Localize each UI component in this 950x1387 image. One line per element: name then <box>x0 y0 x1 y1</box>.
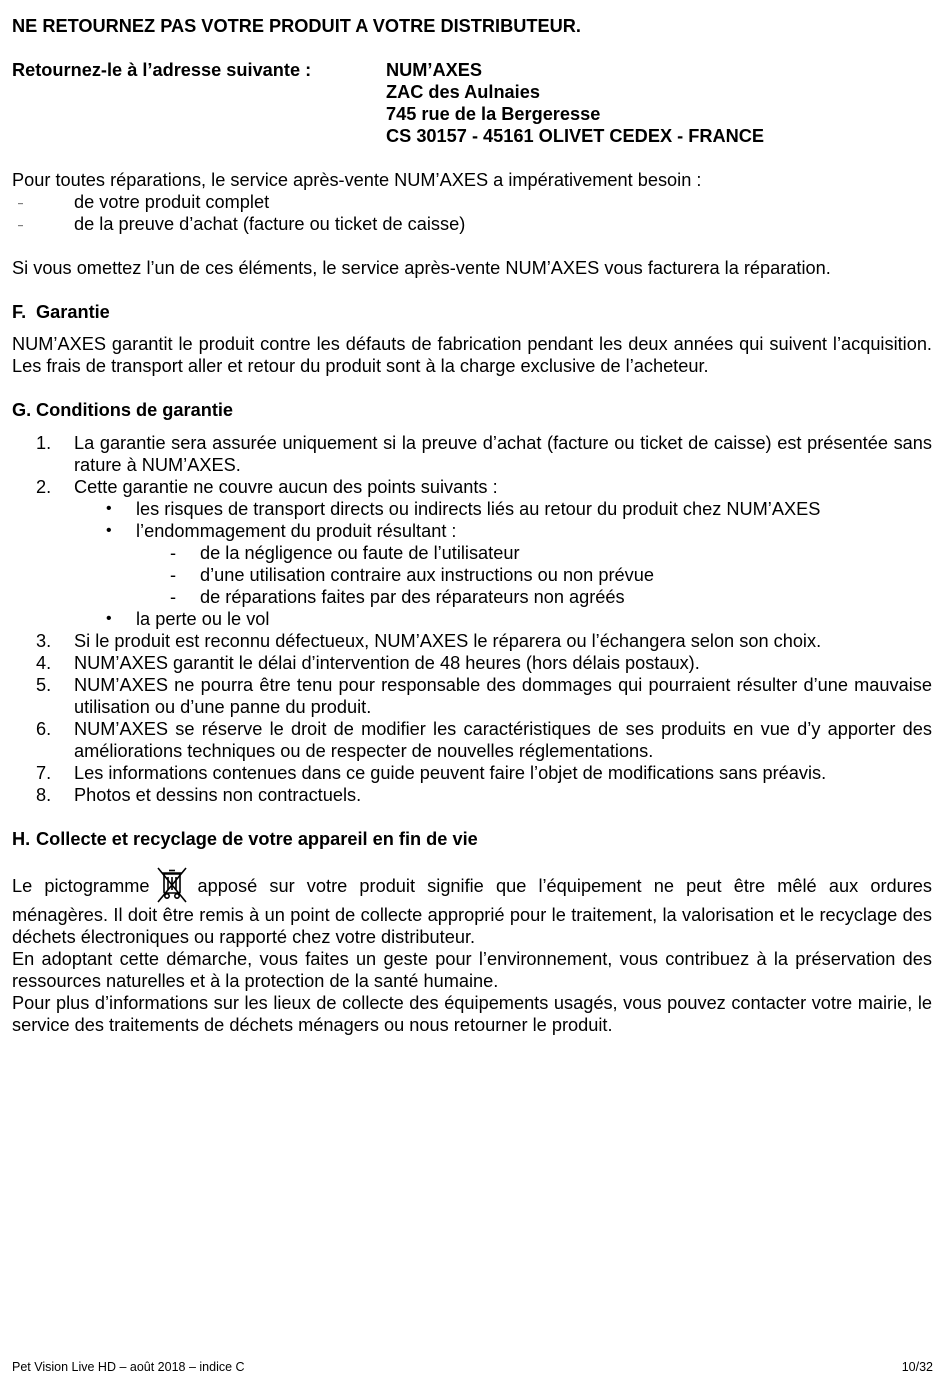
repair-intro: Pour toutes réparations, le service après-vente NUM’AXES a impérativement besoin : <box>12 170 702 190</box>
item-number: 2. <box>36 477 52 497</box>
information-paragraph: Pour plus d’informations sur les lieux de collecte des équipements usagés, vous pouvez contacter votre mairie, le service des traitements de déchets ménagers ou nous retourner le produit. <box>12 993 932 1035</box>
list-item <box>12 762 932 784</box>
list-item <box>12 630 932 652</box>
list-item <box>12 213 932 235</box>
item-text: NUM’AXES se réserve le droit de modifier les caractéristiques de ses produits en vue d’y apporter des améliorations techniques ou de respecter de nouvelles réglementations. <box>74 719 932 761</box>
item-text: Si le produit est reconnu défectueux, NUM’AXES le réparera ou l’échangera selon son choix. <box>74 631 822 651</box>
dash-marker: – <box>18 198 24 208</box>
environment-paragraph: En adoptant cette démarche, vous faites un geste pour l’environnement, vous contribuez à la préservation des ressources naturelles et à la protection de la santé humaine. <box>12 949 932 991</box>
item-number: 3. <box>36 631 52 651</box>
section-f-heading <box>12 301 932 323</box>
omission-note: Si vous omettez l’un de ces éléments, le service après-vente NUM’AXES vous facturera la réparation. <box>12 258 831 278</box>
dash-marker: - <box>170 543 177 563</box>
list-item <box>74 520 932 608</box>
item-number: 5. <box>36 675 52 695</box>
warranty-conditions-list <box>12 432 932 806</box>
address-line: CS 30157 - 45161 OLIVET CEDEX - FRANCE <box>386 126 765 146</box>
footer-document-info: Pet Vision Live HD – août 2018 – indice C <box>12 1360 245 1374</box>
item-text: de la négligence ou faute de l’utilisateur <box>200 543 520 563</box>
bullet-marker: • <box>106 500 112 517</box>
item-number: 1. <box>36 433 52 453</box>
address-line: ZAC des Aulnaies <box>386 82 540 102</box>
item-text: les risques de transport directs ou indirects liés au retour du produit chez NUM’AXES <box>136 499 821 519</box>
item-text: de réparations faites par des réparateurs non agréés <box>200 587 625 607</box>
address-line: 745 rue de la Bergeresse <box>386 104 601 124</box>
item-number: 4. <box>36 653 52 673</box>
return-address-label: Retournez-le à l’adresse suivante : <box>12 60 312 80</box>
list-item <box>74 498 932 520</box>
section-letter: G. <box>12 400 32 420</box>
section-title: Conditions de garantie <box>36 400 234 420</box>
item-text: Les informations contenues dans ce guide peuvent faire l’objet de modifications sans préavis. <box>74 763 827 783</box>
list-item <box>12 784 932 806</box>
list-item <box>136 542 932 564</box>
section-h-heading <box>12 828 932 850</box>
section-g-heading <box>12 399 932 421</box>
item-text: La garantie sera assurée uniquement si la preuve d’achat (facture ou ticket de caisse) est présentée sans rature à NUM’AXES. <box>74 433 932 475</box>
list-item-text: de votre produit complet <box>74 192 270 212</box>
section-f-body: NUM’AXES garantit le produit contre les défauts de fabrication pendant les deux années qui suivent l’acquisition. Les frais de transport aller et retour du produit sont à la charge exclusive de l’acheteur. <box>12 334 932 376</box>
bullet-marker: • <box>106 522 112 539</box>
address-line: NUM’AXES <box>386 60 482 80</box>
section-letter: F. <box>12 302 27 322</box>
item-text: NUM’AXES ne pourra être tenu pour responsable des dommages qui pourraient résulter d’une mauvaise utilisation ou d’une panne du produit. <box>74 675 932 717</box>
list-item <box>136 586 932 608</box>
document-page <box>12 15 932 1036</box>
pictogram-rest: apposé sur votre produit signifie que l’équipement ne peut être mêlé aux ordures ménagères. Il doit être remis à un point de collecte approprié pour le traitement, la valorisation et le recyclage des déchets électroniques ou rapporté chez votre distributeur. <box>12 876 933 947</box>
list-item <box>12 652 932 674</box>
list-item <box>12 432 932 476</box>
item-number: 7. <box>36 763 52 783</box>
list-item-text: de la preuve d’achat (facture ou ticket de caisse) <box>74 214 466 234</box>
item-text: NUM’AXES garantit le délai d’intervention de 48 heures (hors délais postaux). <box>74 653 700 673</box>
dash-marker: - <box>170 565 177 585</box>
repair-needs-list <box>12 191 932 235</box>
dash-marker: - <box>170 587 177 607</box>
bullet-marker: • <box>106 610 112 627</box>
item-text: Photos et dessins non contractuels. <box>74 785 362 805</box>
list-item <box>12 476 932 630</box>
section-title: Garantie <box>36 302 110 322</box>
page-footer <box>12 1356 933 1378</box>
item-text: Cette garantie ne couvre aucun des points suivants : <box>74 477 498 497</box>
return-warning: NE RETOURNEZ PAS VOTRE PRODUIT A VOTRE DISTRIBUTEUR. <box>12 16 581 36</box>
crossed-out-wheelie-bin-icon <box>154 866 190 904</box>
damage-causes-list <box>136 542 932 608</box>
list-item <box>12 674 932 718</box>
section-title: Collecte et recyclage de votre appareil en fin de vie <box>36 829 478 849</box>
return-address-block <box>12 59 932 147</box>
list-item <box>12 191 932 213</box>
list-item <box>12 718 932 762</box>
pictogram-paragraph <box>12 866 932 948</box>
return-address-lines <box>386 59 764 147</box>
item-number: 8. <box>36 785 52 805</box>
list-item <box>74 608 932 630</box>
pictogram-lead: Le pictogramme <box>12 876 150 896</box>
dash-marker: – <box>18 220 24 230</box>
item-text: d’une utilisation contraire aux instructions ou non prévue <box>200 565 654 585</box>
item-number: 6. <box>36 719 52 739</box>
item-text: la perte ou le vol <box>136 609 270 629</box>
list-item <box>136 564 932 586</box>
item-text: l’endommagement du produit résultant : <box>136 521 457 541</box>
exclusions-list <box>74 498 932 630</box>
section-letter: H. <box>12 829 31 849</box>
page-number: 10/32 <box>901 1360 933 1374</box>
